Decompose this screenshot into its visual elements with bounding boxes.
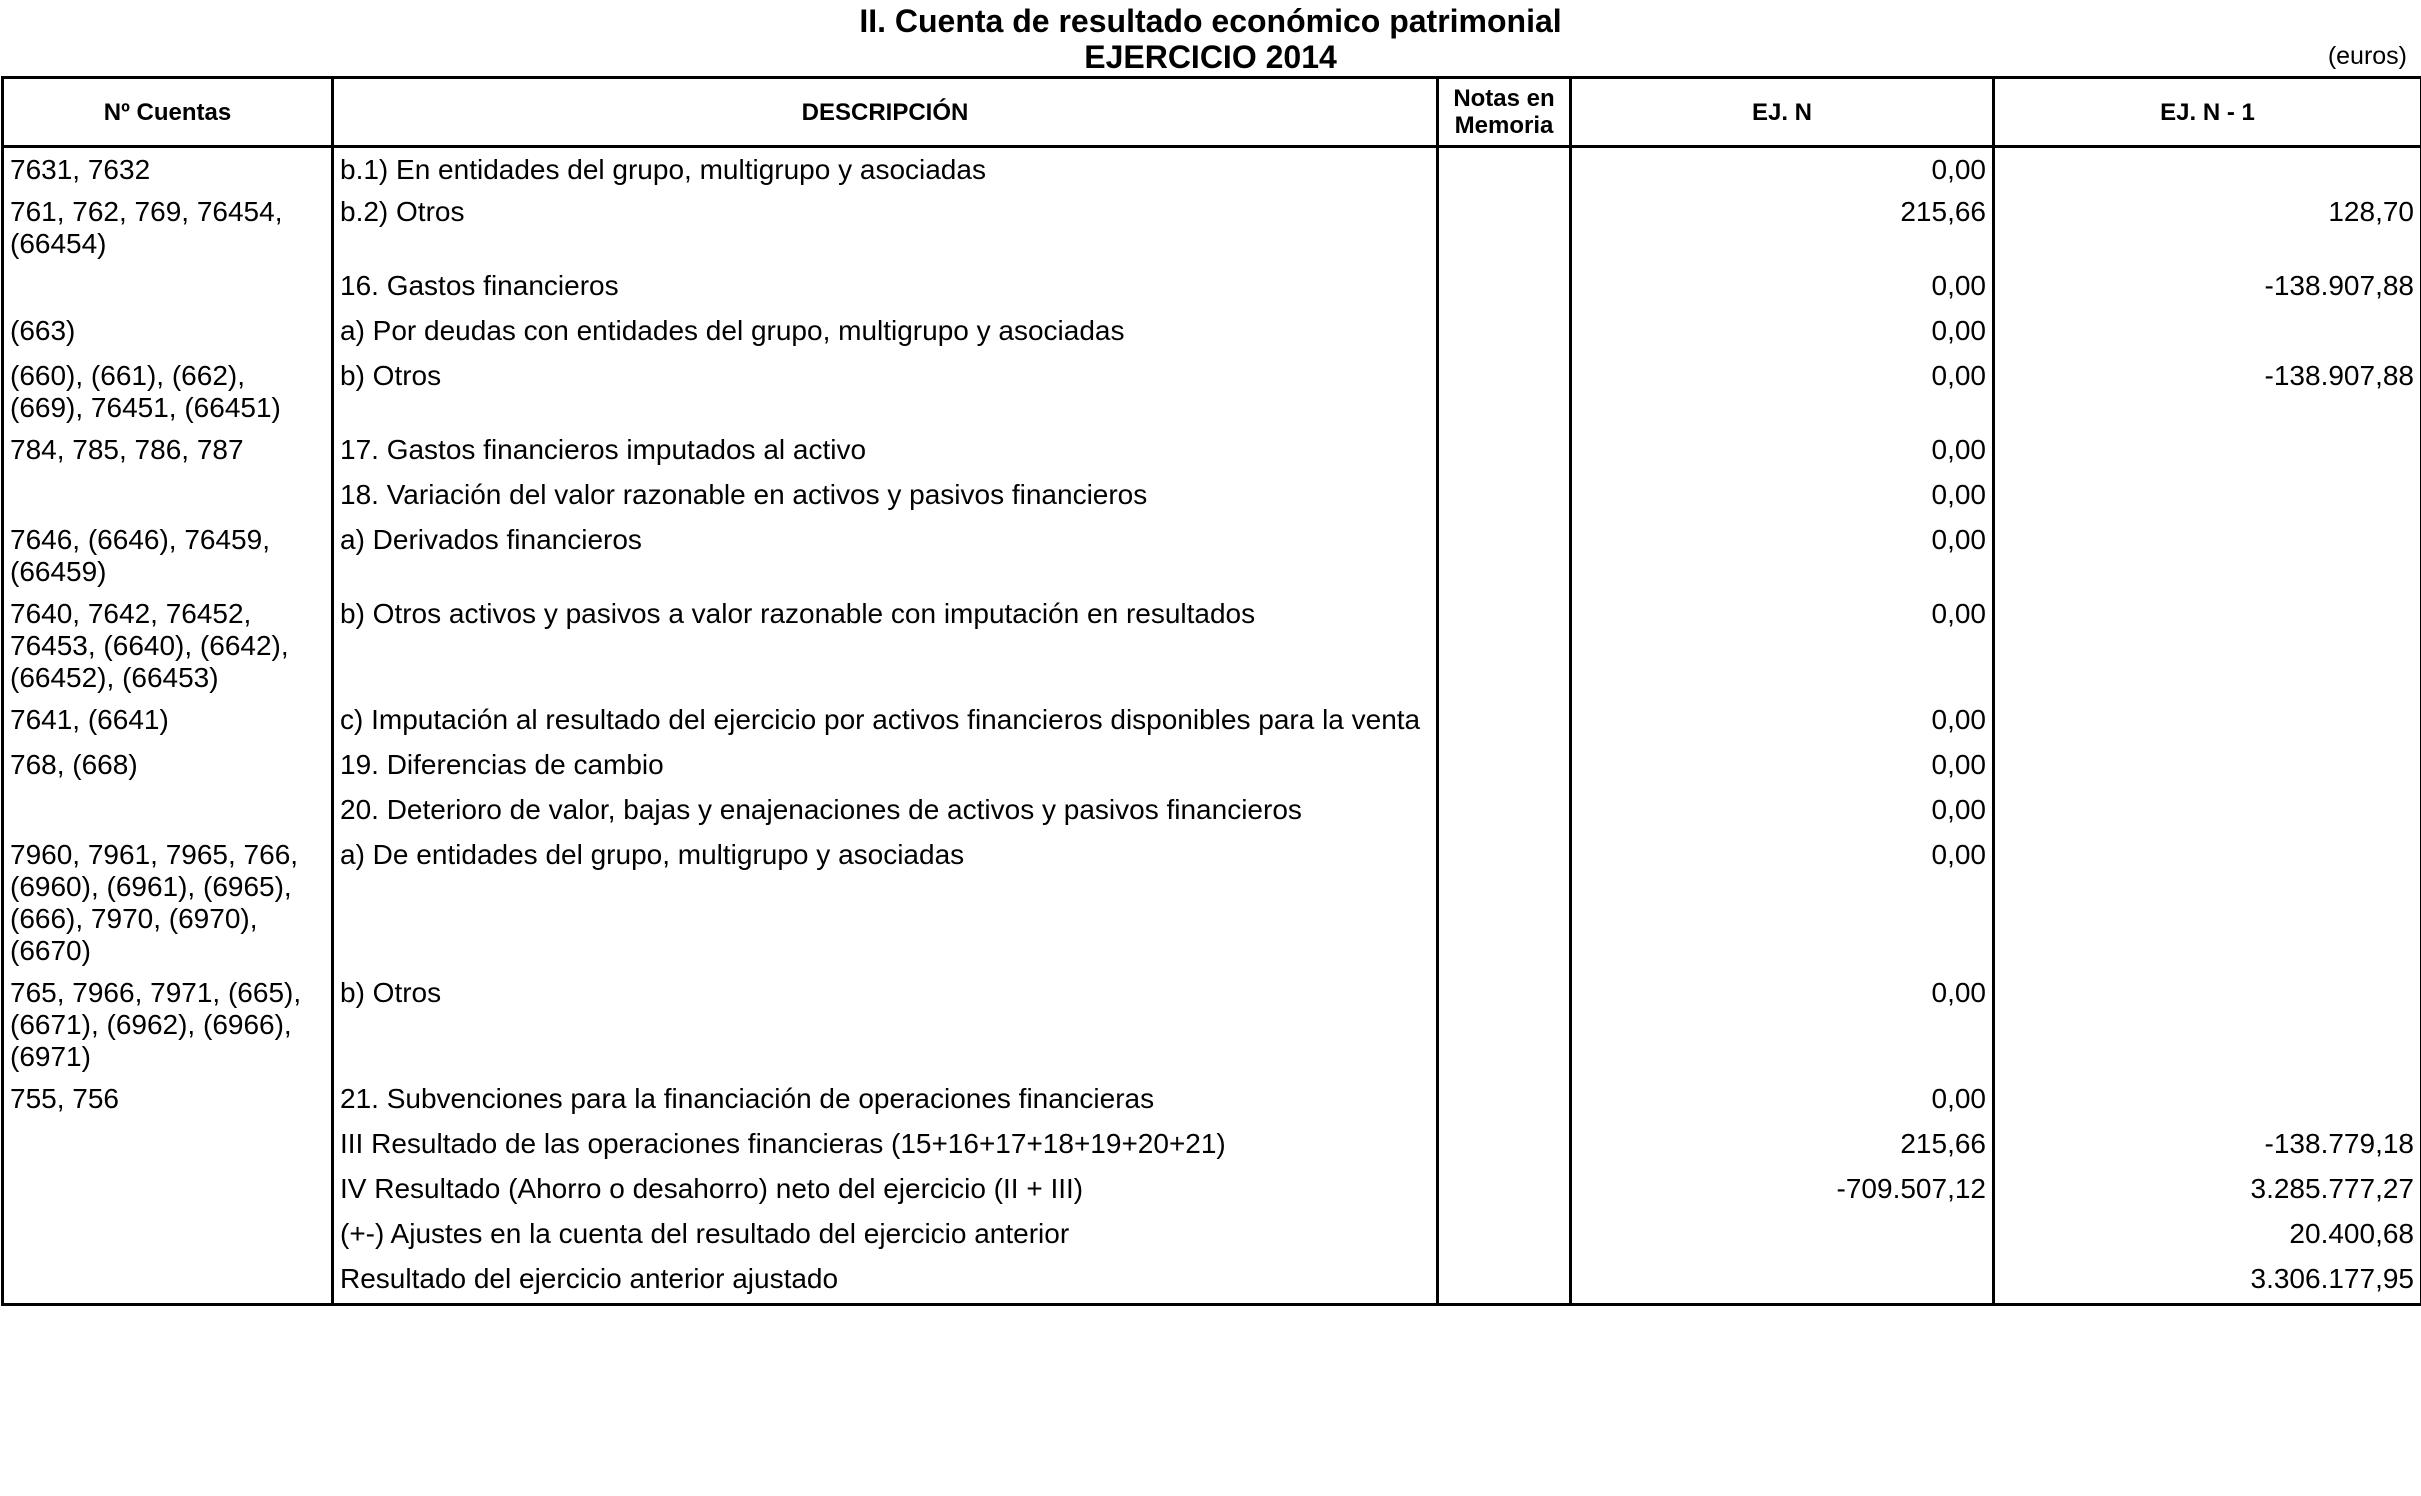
cell-description: 18. Variación del valor razonable en activos y pasivos financieros	[333, 475, 1438, 520]
cell-current-year: 0,00	[1571, 700, 1994, 745]
cell-current-year: 0,00	[1571, 311, 1994, 356]
cell-current-year: -709.507,12	[1571, 1169, 1994, 1214]
cell-description: b.2) Otros	[333, 192, 1438, 266]
table-row	[3, 1214, 2421, 1259]
cell-previous-year	[1994, 594, 2421, 700]
table-header-row	[3, 78, 2421, 147]
cell-accounts: 7641, (6641)	[3, 700, 333, 745]
currency-units: (euros)	[2327, 42, 2407, 70]
cell-previous-year: 3.306.177,95	[1994, 1259, 2421, 1304]
cell-notes	[1438, 1214, 1571, 1259]
cell-accounts	[3, 1259, 333, 1304]
cell-accounts	[3, 1124, 333, 1169]
table-row	[3, 266, 2421, 311]
cell-previous-year: -138.907,88	[1994, 356, 2421, 430]
cell-description: a) Derivados financieros	[333, 520, 1438, 594]
cell-previous-year	[1994, 520, 2421, 594]
cell-previous-year	[1994, 973, 2421, 1079]
table-row	[3, 1124, 2421, 1169]
table-body	[3, 147, 2421, 1305]
cell-description: a) Por deudas con entidades del grupo, multigrupo y asociadas	[333, 311, 1438, 356]
table-row	[3, 790, 2421, 835]
cell-current-year: 0,00	[1571, 475, 1994, 520]
cell-accounts	[3, 1214, 333, 1259]
cell-accounts: 7631, 7632	[3, 147, 333, 193]
cell-accounts: 768, (668)	[3, 745, 333, 790]
cell-description: 19. Diferencias de cambio	[333, 745, 1438, 790]
cell-accounts: (660), (661), (662), (669), 76451, (66451)	[3, 356, 333, 430]
cell-accounts: 7960, 7961, 7965, 766, (6960), (6961), (6965), (666), 7970, (6970), (6670)	[3, 835, 333, 973]
cell-current-year: 0,00	[1571, 790, 1994, 835]
cell-current-year: 0,00	[1571, 520, 1994, 594]
table-row	[3, 1079, 2421, 1124]
cell-notes	[1438, 1079, 1571, 1124]
table-row	[3, 1169, 2421, 1214]
cell-previous-year	[1994, 311, 2421, 356]
report-subtitle: EJERCICIO 2014	[1084, 39, 1337, 75]
cell-description: b) Otros activos y pasivos a valor razonable con imputación en resultados	[333, 594, 1438, 700]
cell-notes	[1438, 356, 1571, 430]
cell-notes	[1438, 266, 1571, 311]
cell-notes	[1438, 973, 1571, 1079]
cell-accounts: 755, 756	[3, 1079, 333, 1124]
cell-description: b) Otros	[333, 356, 1438, 430]
table-row	[3, 520, 2421, 594]
cell-description: b.1) En entidades del grupo, multigrupo y asociadas	[333, 147, 1438, 193]
cell-description: III Resultado de las operaciones financieras (15+16+17+18+19+20+21)	[333, 1124, 1438, 1169]
cell-current-year: 0,00	[1571, 266, 1994, 311]
cell-current-year: 0,00	[1571, 745, 1994, 790]
table-row	[3, 835, 2421, 973]
cell-description: b) Otros	[333, 973, 1438, 1079]
cell-description: c) Imputación al resultado del ejercicio por activos financieros disponibles para la venta	[333, 700, 1438, 745]
cell-accounts: 7646, (6646), 76459, (66459)	[3, 520, 333, 594]
column-header-description: DESCRIPCIÓN	[333, 78, 1438, 147]
cell-notes	[1438, 700, 1571, 745]
table-row	[3, 973, 2421, 1079]
column-header-current-year: EJ. N	[1571, 78, 1994, 147]
cell-notes	[1438, 311, 1571, 356]
cell-accounts: 765, 7966, 7971, (665), (6671), (6962), (6966), (6971)	[3, 973, 333, 1079]
table-row	[3, 700, 2421, 745]
cell-previous-year	[1994, 475, 2421, 520]
cell-accounts: (663)	[3, 311, 333, 356]
cell-accounts: 7640, 7642, 76452, 76453, (6640), (6642), (66452), (66453)	[3, 594, 333, 700]
table-row	[3, 311, 2421, 356]
report-title: II. Cuenta de resultado económico patrimonial	[859, 3, 1562, 39]
cell-description: 16. Gastos financieros	[333, 266, 1438, 311]
cell-description: 21. Subvenciones para la financiación de operaciones financieras	[333, 1079, 1438, 1124]
cell-previous-year	[1994, 147, 2421, 193]
table-row	[3, 147, 2421, 193]
cell-notes	[1438, 835, 1571, 973]
cell-notes	[1438, 520, 1571, 594]
cell-description: Resultado del ejercicio anterior ajustado	[333, 1259, 1438, 1304]
cell-current-year: 0,00	[1571, 430, 1994, 475]
cell-description: (+-) Ajustes en la cuenta del resultado del ejercicio anterior	[333, 1214, 1438, 1259]
cell-previous-year	[1994, 430, 2421, 475]
cell-description: 17. Gastos financieros imputados al activo	[333, 430, 1438, 475]
cell-accounts: 784, 785, 786, 787	[3, 430, 333, 475]
cell-description: IV Resultado (Ahorro o desahorro) neto del ejercicio (II + III)	[333, 1169, 1438, 1214]
cell-current-year: 0,00	[1571, 835, 1994, 973]
cell-previous-year: 128,70	[1994, 192, 2421, 266]
cell-accounts: 761, 762, 769, 76454, (66454)	[3, 192, 333, 266]
table-row	[3, 356, 2421, 430]
column-header-notes: Notas en Memoria	[1438, 78, 1571, 147]
cell-previous-year: 3.285.777,27	[1994, 1169, 2421, 1214]
cell-current-year: 215,66	[1571, 192, 1994, 266]
cell-notes	[1438, 594, 1571, 700]
cell-notes	[1438, 1124, 1571, 1169]
cell-previous-year	[1994, 790, 2421, 835]
cell-notes	[1438, 790, 1571, 835]
cell-previous-year: -138.907,88	[1994, 266, 2421, 311]
cell-accounts	[3, 475, 333, 520]
cell-accounts	[3, 1169, 333, 1214]
cell-notes	[1438, 475, 1571, 520]
cell-notes	[1438, 147, 1571, 193]
cell-previous-year	[1994, 835, 2421, 973]
cell-notes	[1438, 1169, 1571, 1214]
cell-current-year: 0,00	[1571, 594, 1994, 700]
cell-current-year	[1571, 1214, 1994, 1259]
cell-previous-year	[1994, 1079, 2421, 1124]
table-row	[3, 430, 2421, 475]
table-row	[3, 1259, 2421, 1304]
cell-accounts	[3, 790, 333, 835]
cell-description: a) De entidades del grupo, multigrupo y asociadas	[333, 835, 1438, 973]
cell-notes	[1438, 1259, 1571, 1304]
table-row	[3, 192, 2421, 266]
cell-notes	[1438, 430, 1571, 475]
cell-current-year: 0,00	[1571, 356, 1994, 430]
cell-previous-year	[1994, 745, 2421, 790]
cell-current-year: 0,00	[1571, 147, 1994, 193]
cell-previous-year: -138.779,18	[1994, 1124, 2421, 1169]
cell-previous-year	[1994, 700, 2421, 745]
cell-notes	[1438, 745, 1571, 790]
cell-previous-year: 20.400,68	[1994, 1214, 2421, 1259]
cell-current-year: 0,00	[1571, 973, 1994, 1079]
cell-current-year: 215,66	[1571, 1124, 1994, 1169]
cell-current-year: 0,00	[1571, 1079, 1994, 1124]
table-row	[3, 475, 2421, 520]
results-table	[1, 76, 2421, 1306]
cell-description: 20. Deterioro de valor, bajas y enajenaciones de activos y pasivos financieros	[333, 790, 1438, 835]
cell-accounts	[3, 266, 333, 311]
column-header-previous-year: EJ. N - 1	[1994, 78, 2421, 147]
cell-notes	[1438, 192, 1571, 266]
table-row	[3, 745, 2421, 790]
column-header-accounts: Nº Cuentas	[3, 78, 333, 147]
table-row	[3, 594, 2421, 700]
cell-current-year	[1571, 1259, 1994, 1304]
